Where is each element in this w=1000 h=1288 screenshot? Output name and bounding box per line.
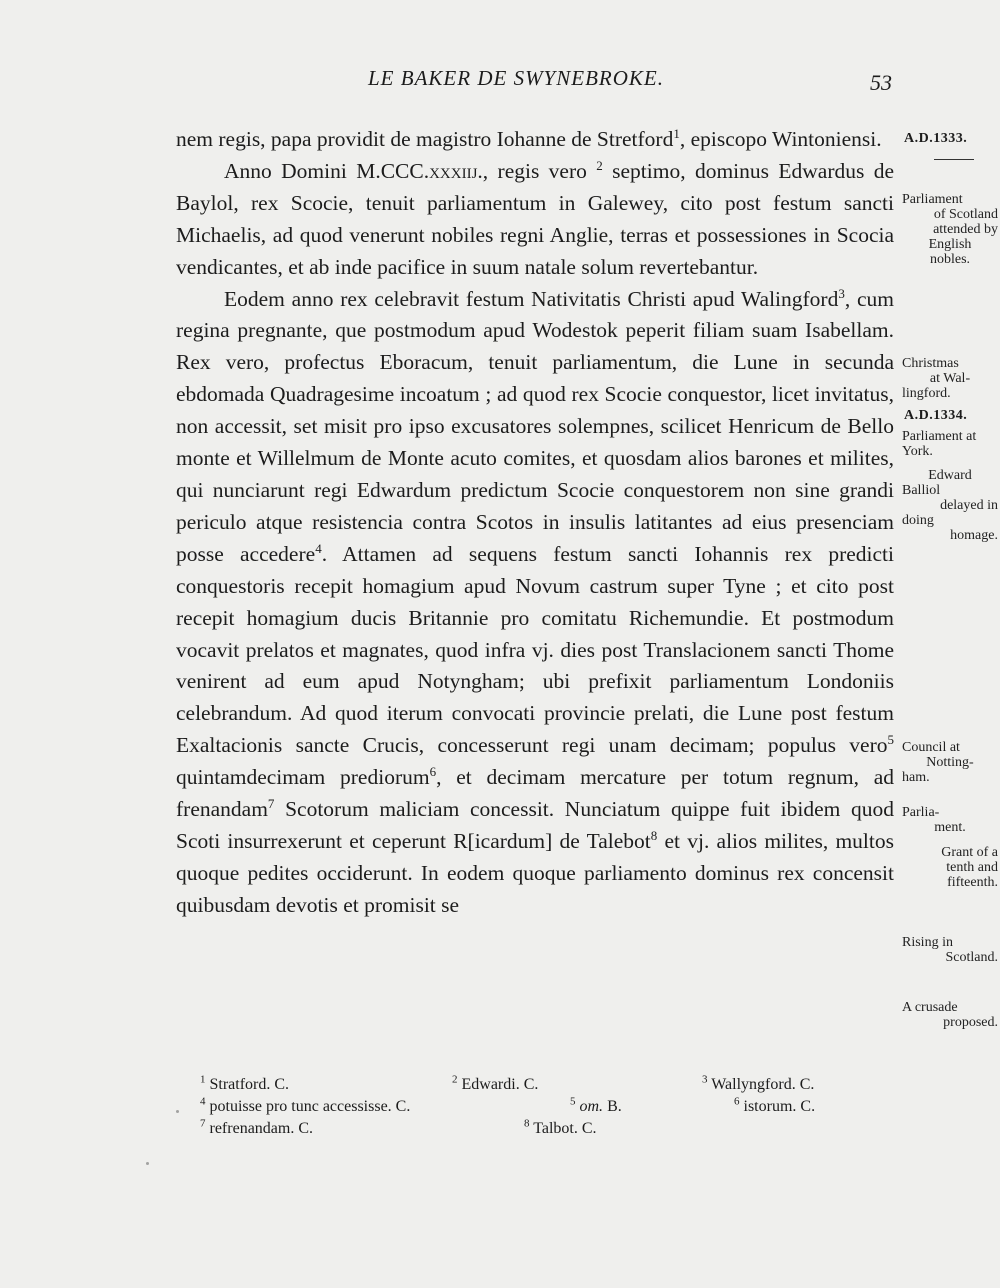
page-number: 53 bbox=[870, 70, 892, 95]
footnote-ref-7: 7 bbox=[267, 795, 275, 811]
scan-speck bbox=[146, 1162, 149, 1165]
footnote-ref-5: 5 bbox=[887, 732, 894, 748]
margin-note-grant: Grant of a tenth and fifteenth. bbox=[941, 845, 998, 890]
footnote-ref-2: 2 bbox=[596, 157, 603, 173]
margin-note-rising: Rising in Scotland. bbox=[902, 935, 998, 965]
footnote-1: $^1$ Stratford. C. bbox=[200, 1073, 290, 1093]
margin-note-crusade: A crusade proposed. bbox=[902, 1000, 998, 1030]
footnote-ref-6: 6 bbox=[429, 763, 437, 779]
paragraph-3: Eodem anno rex celebravit festum Nativitatis Christi apud Walingford$^3$, cum regina pregnante, que postmodum apud Wodestok peperit filiam suam Isabellam. Rex vero, profectus Eboracum, tenuit parliamentum, die Lune in secunda ebdomada Quadragesime incoatum ; ad quod rex Scocie conquestor, licet invitatus, non accessit, set misit pro ipso excusatores solempnes, scilicet Henricum de Bello monte et Willelmum de Monte acuto comites, et quosdam alios barones et milites, qui nunciarunt regi Edwardum predictum Scocie conquestorem non sine grandi periculo atque resistencia contra Scotos in insulis latitantes ad eius presenciam posse accedere$^4$. Attamen ad sequens festum sancti Iohannis rex predicti conquestoris recepit homagium apud Novum castrum super Tyne ; et cito post recepit homagium ducis Britannie pro comitatu Richemundie. Et postmodum vocavit prelatos et magnates, quod infra vj. dies post Translacionem sancti Thome venirent ad eum apud Notyngham; ubi prefixit parliamentum Londoniis celebrandum. Ad quod iterum convocati provincie prelati, die Lune post festum Exaltacionis sancte Crucis, concesserunt regi unam decimam; populus vero$^5$ quintamdecimam prediorum$^6$, et decimam mercature per totum regnum, ad frenandam$^7$ Scotorum maliciam concessit. Nunciatum quippe fuit ibidem quod Scoti insurrexerunt et ceperunt R[icardum] de Talebot$^8$ et vj. alios milites, multos quoque pedites occiderunt. In eodem quoque parliamento dominus rex concensit quibusdam devotis et promisit se bbox=[176, 285, 895, 917]
footnote-3: $^3$ Wallyngford. C. bbox=[702, 1073, 815, 1093]
running-title: LE BAKER DE SWYNEBROKE. bbox=[368, 66, 664, 90]
footnote-6: $^6$ istorum. C. bbox=[734, 1095, 816, 1115]
margin-note-parliament-scotland: Parliament of Scotland attended by English nobles. bbox=[902, 192, 998, 267]
year-roman-numeral: M.CCC.xxxiij. bbox=[356, 158, 483, 183]
footnote-ref-4: 4 bbox=[315, 540, 322, 556]
main-text bbox=[176, 124, 894, 922]
margin-note-council: Council at Notting- ham. bbox=[902, 740, 974, 785]
footnote-ref-1: 1 bbox=[673, 125, 680, 141]
footnote-ref-3: 3 bbox=[838, 285, 845, 301]
footnote-ref-8: 8 bbox=[650, 827, 658, 843]
footnote-2: $^2$ Edwardi. C. bbox=[452, 1073, 539, 1093]
footnote-5: $^5$ om. B. bbox=[570, 1095, 622, 1115]
footnote-8: $^8$ Talbot. C. bbox=[524, 1117, 597, 1137]
paragraph-1: nem regis, papa providit de magistro Iohanne de Stretford$^1$, episcopo Wintoniensi. bbox=[176, 125, 882, 151]
footnote-7: $^7$ refrenandam. C. bbox=[200, 1117, 314, 1137]
margin-rule bbox=[934, 159, 974, 160]
footnote-4: $^4$ potuisse pro tunc accessisse. C. bbox=[200, 1095, 411, 1115]
margin-note-parliament-york: Parliament at York. bbox=[902, 429, 977, 459]
margin-note-parliament: Parlia- ment. bbox=[902, 805, 966, 835]
scan-speck bbox=[176, 1110, 179, 1113]
margin-year-1334: A.D.1334. bbox=[904, 408, 968, 423]
margin-year-1333: A.D.1333. bbox=[904, 131, 968, 146]
margin-note-balliol: Edward Balliol delayed in doing homage. bbox=[902, 468, 998, 543]
margin-note-christmas: Christmas at Wal- lingford. bbox=[902, 356, 971, 401]
paragraph-2: Anno Domini M.CCC.xxxiij., regis vero $^2$ septimo, dominus Edwardus de Baylol, rex Scocie, tenuit parliamentum in Galewey, cito post festum sancti Michaelis, ad quod venerunt nobiles regni Anglie, terras et possessiones in Scocia vendicantes, et ab inde pacifice in suum natale solum revertebantur. bbox=[176, 157, 895, 279]
